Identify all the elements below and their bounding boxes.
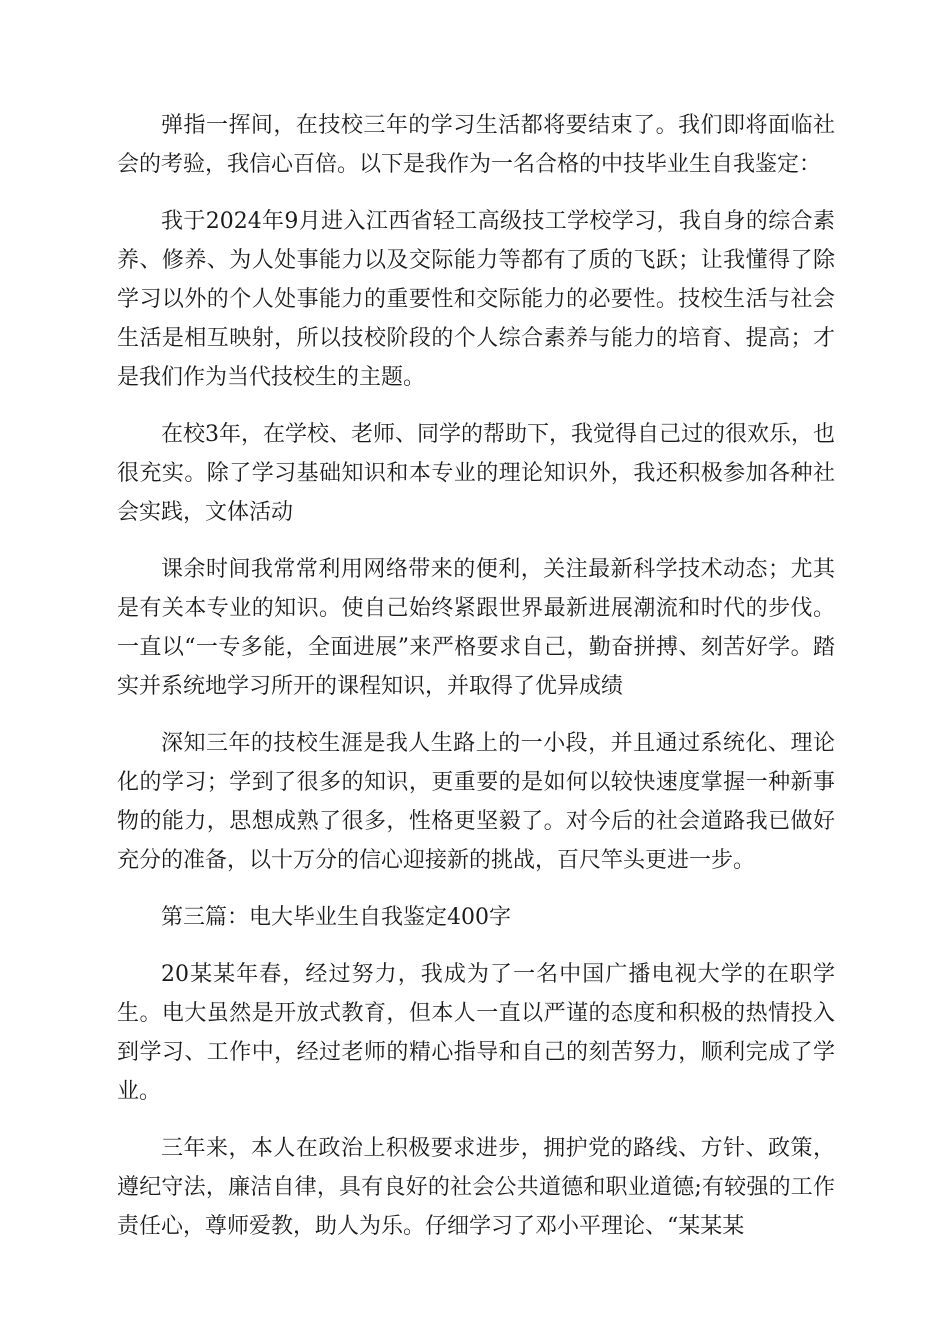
paragraph-7: 三年来，本人在政治上积极要求进步，拥护党的路线、方针、政策，遵纪守法，廉洁自律，具有良好的社会公共道德和职业道德;有较强的工作责任心，尊师爱教，助人为乐。仔细学习了邓小平理论、“某某某 [117, 1136, 835, 1239]
document-body [117, 106, 835, 1264]
paragraph-1: 弹指一挥间，在技校三年的学习生活都将要结束了。我们即将面临社会的考验，我信心百倍。以下是我作为一名合格的中技毕业生自我鉴定： [117, 113, 835, 177]
paragraph-3: 在校3年，在学校、老师、同学的帮助下，我觉得自己过的很欢乐，也很充实。除了学习基础知识和本专业的理论知识外，我还积极参加各种社会实践，文体活动 [117, 422, 835, 525]
paragraph-6: 20某某年春，经过努力，我成为了一名中国广播电视大学的在职学生。电大虽然是开放式教育，但本人一直以严谨的态度和积极的热情投入到学习、工作中，经过老师的精心指导和自己的刻苦努力，顺利完成了学业。 [117, 962, 835, 1104]
paragraph-4: 课余时间我常常利用网络带来的便利，关注最新科学技术动态；尤其是有关本专业的知识。使自己始终紧跟世界最新进展潮流和时代的步伐。一直以“一专多能，全面进展”来严格要求自己，勤奋拼搏、刻苦好学。踏实并系统地学习所开的课程知识，并取得了优异成绩 [117, 557, 835, 699]
paragraph-2: 我于2024年9月进入江西省轻工高级技工学校学习，我自身的综合素养、修养、为人处事能力以及交际能力等都有了质的飞跃；让我懂得了除学习以外的个人处事能力的重要性和交际能力的必要性。技校生活与社会生活是相互映射，所以技校阶段的个人综合素养与能力的培育、提高；才是我们作为当代技校生的主题。 [117, 209, 835, 390]
paragraph-5: 深知三年的技校生涯是我人生路上的一小段，并且通过系统化、理论化的学习；学到了很多的知识，更重要的是如何以较快速度掌握一种新事物的能力，思想成熟了很多，性格更坚毅了。对今后的社会道路我已做好充分的准备，以十万分的信心迎接新的挑战，百尺竿头更进一步。 [117, 731, 835, 873]
section-heading: 第三篇：电大毕业生自我鉴定400字 [161, 905, 511, 930]
